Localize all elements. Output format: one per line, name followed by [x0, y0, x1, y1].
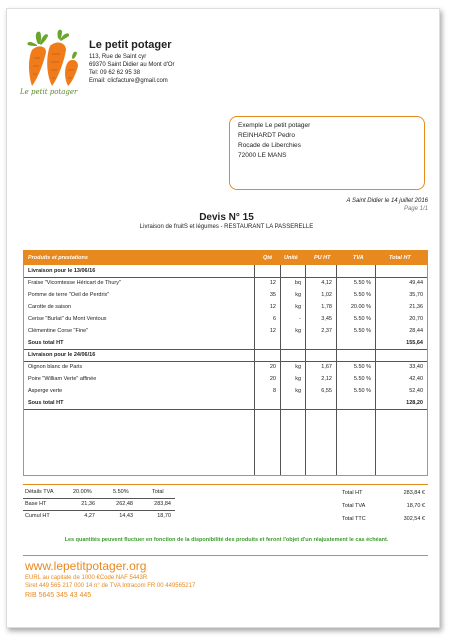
- item-total: 49,44: [409, 280, 423, 286]
- item-unit: kg: [295, 364, 301, 370]
- recipient-line-4: 72000 LE MANS: [238, 152, 287, 159]
- recipient-address-box: [229, 116, 425, 190]
- carrot-logo-icon: [20, 28, 84, 94]
- item-qty: 12: [269, 328, 276, 334]
- item-qty: 35: [269, 292, 276, 298]
- tva-base-1: 21,36: [81, 501, 95, 507]
- subtotal-label: Sous total HT: [28, 400, 64, 406]
- item-unit: -: [299, 316, 301, 322]
- item-total: 20,70: [409, 316, 423, 322]
- footer: [25, 558, 195, 602]
- tva-header-rate-1: 20.00%: [73, 489, 92, 495]
- tva-details-table: [23, 487, 175, 522]
- total-ttc-row: [320, 513, 425, 526]
- item-total: 33,40: [409, 364, 423, 370]
- tva-header-rate-2: 5.50%: [113, 489, 129, 495]
- company-address-1: 113, Rue de Saint cyr: [89, 54, 147, 60]
- item-pu: 3,45: [321, 316, 332, 322]
- total-ttc-value: 302,54 €: [403, 516, 425, 522]
- tva-base-label: Base HT: [25, 501, 47, 507]
- quote-subtitle: Livraison de fruitS et légumes - RESTAURANT LA PASSERELLE: [139, 224, 314, 230]
- subtotal-row: [24, 398, 427, 410]
- company-email: Email: clicfacture@gmail.com: [89, 78, 168, 84]
- tva-base-row: [23, 499, 175, 511]
- date-line: A Saint Didier le 14 juillet 2016: [346, 198, 428, 204]
- item-total: 52,40: [409, 388, 423, 394]
- item-name: Asperge verte: [28, 388, 63, 394]
- date-block: [347, 197, 429, 213]
- item-pu: 2,37: [321, 328, 332, 334]
- tva-header-total: Total: [152, 489, 164, 495]
- total-tva-value: 18,70 €: [406, 503, 425, 509]
- table-row: [24, 362, 427, 373]
- table-row: [24, 278, 427, 289]
- divider: [23, 555, 428, 556]
- item-name: Cerise "Burlat" du Mont Ventoux: [28, 316, 107, 322]
- section-label: Livraison pour le 13/06/16: [28, 268, 96, 274]
- tva-cumul-label: Cumul HT: [25, 513, 50, 519]
- item-tva: 5.50 %: [353, 376, 371, 382]
- item-tva: 5.50 %: [353, 316, 371, 322]
- website-link[interactable]: www.lepetitpotager.org: [25, 559, 147, 573]
- header-product: Produits et prestations: [28, 255, 88, 261]
- item-tva: 20.00 %: [350, 304, 371, 310]
- totals-block: [320, 487, 425, 526]
- items-table: [23, 250, 428, 476]
- rib-line: RIB 5645 345 43 445: [25, 592, 92, 599]
- item-name: Clémentine Corse "Fine": [28, 328, 89, 334]
- subtotal-value: 155,64: [406, 340, 423, 346]
- tva-header-row: [23, 487, 175, 499]
- total-tva-row: [320, 500, 425, 513]
- item-total: 28,44: [409, 328, 423, 334]
- item-tva: 5.50 %: [353, 364, 371, 370]
- item-tva: 5.50 %: [353, 388, 371, 394]
- tva-base-total: 283,84: [154, 501, 171, 507]
- item-unit: bq: [294, 280, 301, 286]
- table-row: [24, 314, 427, 325]
- subtotal-value: 128,20: [406, 400, 423, 406]
- total-ht-value: 283,84 €: [403, 490, 425, 496]
- item-pu: 1,78: [321, 304, 332, 310]
- section-row: [24, 266, 427, 278]
- item-qty: 12: [269, 280, 276, 286]
- total-tva-label: Total TVA: [342, 503, 366, 509]
- section-row: [24, 350, 427, 362]
- item-name: Pomme de terre "Oeil de Perdrix": [28, 292, 110, 298]
- company-info: [89, 38, 175, 85]
- total-ht-row: [320, 487, 425, 500]
- item-tva: 5.50 %: [353, 292, 371, 298]
- header-qty: Qté: [263, 255, 273, 261]
- subtotal-row: [24, 338, 427, 350]
- item-qty: 12: [269, 304, 276, 310]
- item-pu: 2,12: [321, 376, 332, 382]
- item-qty: 20: [269, 364, 276, 370]
- recipient-line-1: Exemple Le petit potager: [238, 122, 311, 129]
- tva-cumul-total: 18,70: [157, 513, 171, 519]
- table-row: [24, 374, 427, 385]
- item-pu: 4,12: [321, 280, 332, 286]
- table-row: [24, 386, 427, 397]
- company-name: Le petit potager: [89, 39, 172, 51]
- item-total: 21,36: [409, 304, 423, 310]
- header-unit: Unité: [284, 255, 298, 261]
- logo-text: Le petit potager: [20, 88, 78, 96]
- item-unit: kg: [295, 292, 301, 298]
- item-name: Poire "William Verte" affinée: [28, 376, 97, 382]
- header-pu: PU HT: [314, 255, 331, 261]
- table-header: [24, 251, 427, 265]
- tva-cumul-1: 4,27: [84, 513, 95, 519]
- section-label: Livraison pour le 24/06/16: [28, 352, 96, 358]
- item-total: 42,40: [409, 376, 423, 382]
- tva-cumul-2: 14,43: [119, 513, 133, 519]
- legal-line-2: Siret 449 565 217 000 14 n° de TVA Intracom FR 00 449565217: [25, 583, 196, 589]
- availability-note: Les quantités peuvent fluctuer en fonction de la disponibilité des produits et feront l'objet d'un réajustement le cas échéant.: [64, 537, 389, 543]
- legal-line-1: EURL au capitale de 1000 €Code NAF 5443R: [25, 575, 148, 581]
- header-total: Total HT: [389, 255, 411, 261]
- table-row: [24, 290, 427, 301]
- table-row: [24, 326, 427, 337]
- total-ht-label: Total HT: [342, 490, 363, 496]
- item-qty: 6: [272, 316, 276, 322]
- page-number: Page 1/1: [403, 206, 428, 212]
- item-pu: 6,55: [321, 388, 332, 394]
- divider: [23, 484, 428, 485]
- item-name: Fraise "Vicomtesse Héricart de Thury": [28, 280, 121, 286]
- table-row: [24, 302, 427, 313]
- total-ttc-label: Total TTC: [342, 516, 366, 522]
- item-pu: 1,67: [321, 364, 332, 370]
- item-qty: 8: [272, 388, 276, 394]
- item-unit: kg: [295, 304, 301, 310]
- quote-title: Devis N° 15: [199, 212, 254, 223]
- company-address-2: 69370 Saint Didier au Mont d'Or: [89, 62, 175, 68]
- item-unit: kg: [295, 328, 301, 334]
- item-unit: kg: [295, 376, 301, 382]
- subtotal-label: Sous total HT: [28, 340, 64, 346]
- item-tva: 5.50 %: [353, 328, 371, 334]
- company-phone: Tel: 09 62 62 95 38: [89, 70, 141, 76]
- header-tva: TVA: [353, 255, 364, 261]
- item-name: Carotte de saison: [28, 304, 72, 310]
- item-unit: kg: [295, 388, 301, 394]
- recipient-line-2: REINHARDT Pedro: [238, 132, 295, 139]
- item-qty: 20: [269, 376, 276, 382]
- item-pu: 1,02: [321, 292, 332, 298]
- tva-cumul-row: [23, 511, 175, 522]
- item-tva: 5.50 %: [353, 280, 371, 286]
- tva-header-label: Détails TVA: [25, 489, 54, 495]
- item-name: Oignon blanc de Paris: [28, 364, 83, 370]
- item-total: 35,70: [409, 292, 423, 298]
- recipient-line-3: Rocade de Liberchies: [238, 142, 301, 149]
- tva-base-2: 262,48: [116, 501, 133, 507]
